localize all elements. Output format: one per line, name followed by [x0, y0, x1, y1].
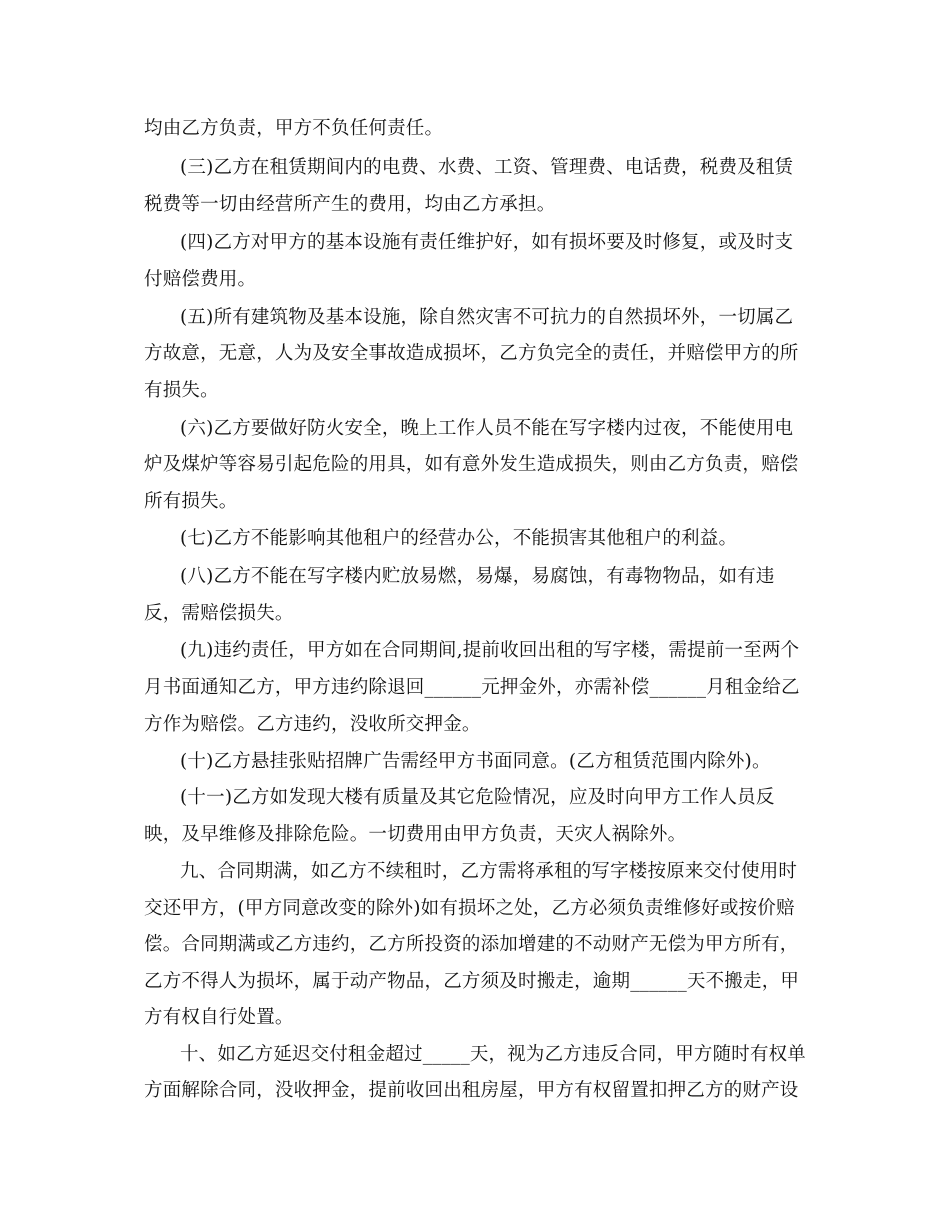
text-line: 税费等一切由经营所产生的费用，均由乙方承担。: [144, 194, 556, 215]
text-line: (四)乙方对甲方的基本设施有责任维护好，如有损坏要及时修复，或及时支: [180, 232, 794, 253]
text-line: (三)乙方在租赁期间内的电费、水费、工资、管理费、电话费，税费及租赁: [180, 157, 794, 178]
text-line: (五)所有建筑物及基本设施，除自然灾害不可抗力的自然损坏外，一切属乙: [180, 307, 794, 328]
text-line: 偿。合同期满或乙方违约，乙方所投资的添加增建的不动财产无偿为甲方所有，: [144, 934, 799, 955]
text-line: (八)乙方不能在写字楼内贮放易燃，易爆，易腐蚀，有毒物物品，如有违: [180, 566, 775, 587]
text-line: 付赔偿费用。: [144, 269, 257, 290]
text-line: (七)乙方不能影响其他租户的经营办公，不能损害其他租户的利益。: [180, 528, 738, 549]
text-line: 方有权自行处置。: [144, 1007, 294, 1028]
text-line: (九)违约责任，甲方如在合同期间,提前收回出租的写字楼，需提前一至两个: [180, 640, 800, 661]
text-line: (十一)乙方如发现大楼有质量及其它危险情况，应及时向甲方工作人员反: [180, 787, 775, 808]
text-line: 九、合同期满，如乙方不续租时，乙方需将承租的写字楼按原来交付使用时: [180, 861, 798, 882]
text-line: 乙方不得人为损坏，属于动产物品，乙方须及时搬走，逾期______天不搬走，甲: [144, 971, 800, 992]
text-line: 方面解除合同，没收押金，提前收回出租房屋，甲方有权留置扣押乙方的财产设: [144, 1080, 799, 1101]
text-line: 有损失。: [144, 380, 219, 401]
text-line: 均由乙方负责，甲方不负任何责任。: [144, 118, 444, 139]
text-line: 月书面通知乙方，甲方违约除退回______元押金外，亦需补偿______月租金给乙: [144, 677, 800, 698]
text-line: 十、如乙方延迟交付租金超过_____天，视为乙方违反合同，甲方随时有权单: [180, 1044, 806, 1065]
text-line: 交还甲方，(甲方同意改变的除外)如有损坏之处，乙方必须负责维修好或按价赔: [144, 898, 795, 919]
text-line: (十)乙方悬挂张贴招牌广告需经甲方书面同意。(乙方租赁范围内除外)。: [180, 751, 771, 772]
text-line: 方故意，无意，人为及安全事故造成损坏，乙方负完全的责任，并赔偿甲方的所: [144, 343, 799, 364]
text-line: 反，需赔偿损失。: [144, 603, 294, 624]
text-line: 炉及煤炉等容易引起危险的用具，如有意外发生造成损失，则由乙方负责，赔偿: [144, 454, 799, 475]
text-line: 映，及早维修及排除危险。一切费用由甲方负责，天灾人祸除外。: [144, 824, 687, 845]
text-line: 方作为赔偿。乙方违约，没收所交押金。: [144, 714, 481, 735]
text-line: 所有损失。: [144, 491, 238, 512]
text-line: (六)乙方要做好防火安全，晚上工作人员不能在写字楼内过夜，不能使用电: [180, 418, 794, 439]
